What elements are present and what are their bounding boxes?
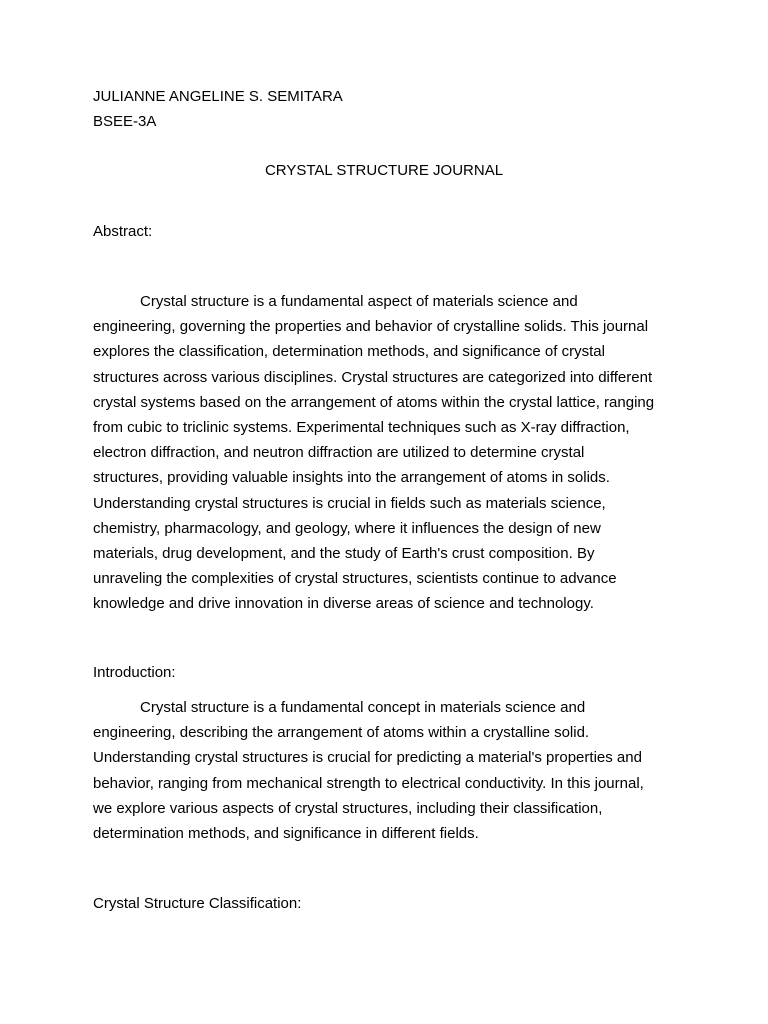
introduction-line: determination methods, and significance in different fields. xyxy=(93,824,479,842)
class-section: BSEE-3A xyxy=(93,113,157,130)
introduction-paragraph xyxy=(93,695,678,846)
abstract-paragraph xyxy=(93,289,678,616)
abstract-line: crystal systems based on the arrangement of atoms within the crystal lattice, ranging xyxy=(93,393,655,411)
abstract-line: Crystal structure is a fundamental aspect of materials science and xyxy=(140,293,578,310)
author-name: JULIANNE ANGELINE S. SEMITARA xyxy=(93,88,343,105)
classification-heading: Crystal Structure Classification: xyxy=(93,895,302,912)
abstract-line: materials, drug development, and the study of Earth's crust composition. By xyxy=(93,544,595,562)
abstract-line: engineering, governing the properties and behavior of crystalline solids. This journal xyxy=(93,318,649,336)
introduction-line: Understanding crystal structures is crucial for predicting a material's properties and xyxy=(93,749,642,767)
document-title: CRYSTAL STRUCTURE JOURNAL xyxy=(264,162,504,179)
introduction-line: engineering, describing the arrangement of atoms within a crystalline solid. xyxy=(93,724,590,742)
introduction-heading: Introduction: xyxy=(93,664,176,681)
abstract-line: knowledge and drive innovation in diverse areas of science and technology. xyxy=(93,595,594,613)
abstract-line: unraveling the complexities of crystal structures, scientists continue to advance xyxy=(93,570,617,588)
abstract-line: explores the classification, determination methods, and significance of crystal xyxy=(93,343,605,361)
abstract-heading: Abstract: xyxy=(93,223,153,240)
introduction-line: Crystal structure is a fundamental concept in materials science and xyxy=(140,699,586,716)
abstract-line: chemistry, pharmacology, and geology, where it influences the design of new xyxy=(93,519,601,537)
abstract-line: structures across various disciplines. Crystal structures are categorized into different xyxy=(93,368,653,386)
introduction-line: we explore various aspects of crystal structures, including their classification, xyxy=(93,799,603,817)
abstract-line: electron diffraction, and neutron diffraction are utilized to determine crystal xyxy=(93,444,585,462)
abstract-line: from cubic to triclinic systems. Experimental techniques such as X-ray diffraction, xyxy=(93,418,630,436)
abstract-line: Understanding crystal structures is crucial in fields such as materials science, xyxy=(93,494,606,512)
introduction-line: behavior, ranging from mechanical strength to electrical conductivity. In this journal, xyxy=(93,774,644,792)
abstract-line: structures, providing valuable insights into the arrangement of atoms in solids. xyxy=(93,469,610,487)
